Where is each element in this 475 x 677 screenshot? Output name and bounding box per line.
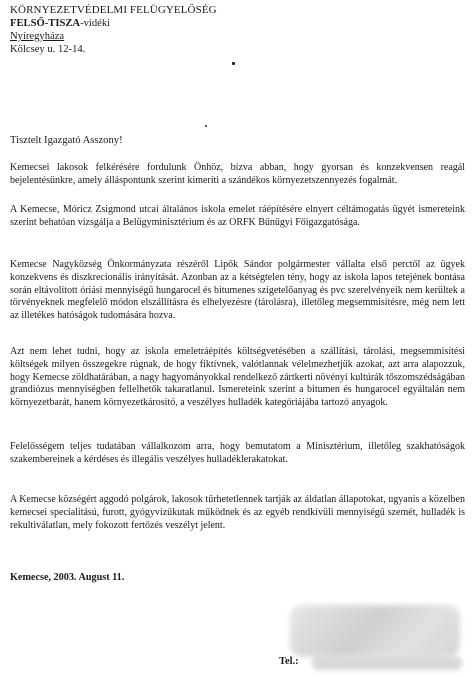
recipient-department (10, 17, 110, 30)
body-paragraph: Azt nem lehet tudni, hogy az iskola emeletráépítés költségvetésében a szállítási, tárolási, megsemmisítési költségek milyen összegekre rúgnak, de hogy fiktívnek, valótlannak vélelmezhetjük azokat, azt arra alapozzuk, hogy Kemecse zöldhatárában, a nagy hagyományokkal rendelkező zártkerti növényi kultúrák tőszomszédságában grandiózus mennyiségben fellelhetők takaratlanul. Ismereteink szerint a bitumen és hungarocel egyáltalán nem környezetbarát, hanem környezetkárosító, a veszélyes hulladék kategóriájába tartozó anyagok. (10, 346, 465, 409)
body-paragraph: A Kemecse községért aggodó polgárok, lakosok tűrhetetlennek tartják az áldatlan állapotokat, ugyanis a közelben kemecsei specialitású, furott, gyógyvízűkutak működnek és az egyéb rendkívüli mennyiségű szemét, hulladék is rekultiválatlan, mely fokozott fertőzés veszélyt jelent. (10, 494, 465, 531)
recipient-department-main: FELSŐ-TISZA (10, 18, 81, 29)
redacted-signature (290, 605, 460, 657)
recipient-department-suffix: -vidéki (80, 18, 111, 29)
letter-date: Kemecse, 2003. August 11. (10, 572, 125, 583)
telephone-label: Tel.: (279, 656, 299, 667)
ink-speck (232, 62, 235, 65)
recipient-street: Kölcsey u. 12-14. (10, 44, 86, 55)
body-paragraph: Kemecse Nagyközség Önkormányzata részéről Lipők Sándor polgármester vállalta első perctől az ügyek konzekvens és diszkrecionális irányítását. Azonban az a kétségtelen tény, hogy az iskola lapos tetejének bontása során eltávolított óriási mennyiségű hungarocel és bitumenes szigetelőanyag és pvc szerelvényeik nem kerültek a törvényeknek megfelelő módon elszállításra és elhelyezésre (tárolásra), illetőleg megsemmisítésre, még nem lett az illetékes hatóságok tudomására hozva. (10, 259, 465, 322)
body-paragraph: A Kemecse, Móricz Zsigmond utcai általános iskola emelet ráépítésére elnyert céltámogatás ügyét ismereteink szerint behatóan vizsgálja a Belügyminisztérium és az ORFK Bűnügyi Főigazgatósága. (10, 204, 465, 228)
redacted-telephone (312, 656, 462, 670)
salutation: Tisztelt Igazgató Asszony! (10, 135, 123, 146)
recipient-city: Nyíregyháza (10, 31, 65, 42)
recipient-organization: KÖRNYEZETVÉDELMI FELÜGYELŐSÉG (10, 4, 217, 16)
ink-speck (205, 125, 207, 127)
body-paragraph: Felelősségem teljes tudatában vállalkozom arra, hogy bemutatom a Minisztérium, illetőleg szakhatóságok szakembereinek a kérdéses és illegális veszélyes hulladéklerakatokat. (10, 441, 465, 465)
body-paragraph: Kemecsei lakosok felkérésére fordulunk Önhöz, bízva abban, hogy gyorsan és konzekvensen reagál bejelentésünkre, amely álláspontunk szerint kimeríti a szándékos környezetszennyezés fogalmát. (10, 162, 465, 186)
